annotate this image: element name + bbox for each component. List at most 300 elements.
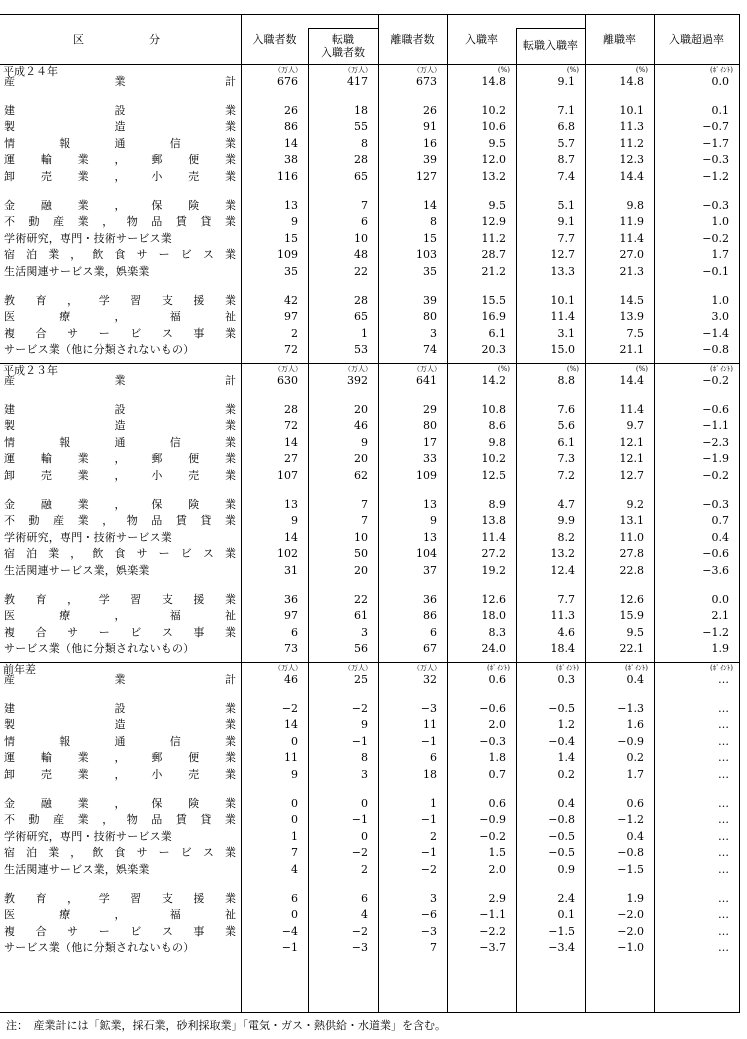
data-cell: 12.0 <box>481 153 506 167</box>
data-cell: 5.1 <box>557 198 575 212</box>
row-label-char: 業 <box>224 547 236 561</box>
data-cell: 10 <box>354 231 368 245</box>
unit-label: （万人） <box>344 664 372 672</box>
data-cell: … <box>718 751 729 765</box>
row-label-char: 祉 <box>225 609 236 623</box>
data-cell: 15.9 <box>619 609 644 623</box>
row-label-char: ス <box>161 326 173 340</box>
row-label-char: 業 <box>224 170 236 183</box>
row-label-char: サ <box>67 625 79 639</box>
data-cell: 39 <box>423 153 437 167</box>
row-label-char: 学 <box>98 293 110 307</box>
data-cell: 27.8 <box>619 547 644 561</box>
row-label-char: 造 <box>114 120 126 134</box>
data-cell: 12.4 <box>550 564 575 577</box>
row-label-char: 療 <box>59 310 71 324</box>
data-cell: 3 <box>430 891 437 905</box>
data-cell: −2.0 <box>617 908 644 922</box>
data-cell: 20.3 <box>481 343 506 357</box>
row-label-char: 業 <box>224 293 236 307</box>
data-cell: −3.7 <box>479 941 506 955</box>
data-cell: −0.5 <box>548 701 575 715</box>
row-label <box>4 152 236 167</box>
data-cell: −0.2 <box>702 469 729 482</box>
data-cell: −0.9 <box>617 734 644 748</box>
data-cell: 2.4 <box>557 891 575 905</box>
row-label-char: 習 <box>130 891 142 905</box>
unit-label: （万人） <box>344 365 372 373</box>
data-cell: 4 <box>361 908 368 922</box>
row-label: サービス業（他に分類されないもの） <box>4 642 195 656</box>
row-label-char: 報 <box>59 734 71 748</box>
data-cell: 9.2 <box>626 497 644 511</box>
row-label-char: ー <box>158 547 170 561</box>
data-cell: 9.1 <box>557 215 575 229</box>
row-label-char: 建 <box>4 701 15 715</box>
row-label-char: 業 <box>114 673 126 686</box>
row-label-char: 品 <box>151 813 163 827</box>
row-label-char: ， <box>67 293 79 307</box>
data-cell: 0 <box>291 796 298 810</box>
unit-label: （万人） <box>274 664 302 672</box>
row-label-char: 郵 <box>151 153 163 167</box>
row-label-char: 動 <box>28 514 40 528</box>
row-label-char: 物 <box>126 514 138 528</box>
data-cell: 10.1 <box>550 293 575 307</box>
data-cell: 9 <box>361 718 368 732</box>
row-label <box>4 891 236 906</box>
data-cell: … <box>718 796 729 810</box>
data-cell: 13.2 <box>550 547 575 561</box>
row-label-char: 宿 <box>4 846 15 860</box>
data-cell: −0.5 <box>548 829 575 843</box>
row-label-char: ス <box>161 625 173 639</box>
row-label-char: 飲 <box>92 547 104 561</box>
data-cell: 17 <box>423 435 437 449</box>
data-cell: 1 <box>361 326 368 340</box>
data-cell: 0.6 <box>626 796 644 810</box>
row-label-char: 業 <box>225 435 236 449</box>
data-cell: −0.6 <box>479 701 506 715</box>
row-label-char: 売 <box>40 170 52 183</box>
data-cell: 42 <box>284 293 298 307</box>
data-cell: 0 <box>291 908 298 922</box>
row-label-char: 不 <box>4 514 15 528</box>
row-label-char: 業 <box>225 419 236 433</box>
data-cell: 7.2 <box>557 469 575 482</box>
row-label-char: 業 <box>224 497 236 511</box>
row-label-char: ， <box>67 891 79 905</box>
row-label-char: 業 <box>225 120 236 134</box>
row-label <box>4 717 236 732</box>
data-cell: 0.2 <box>626 751 644 765</box>
row-label-char: 売 <box>188 170 200 183</box>
data-cell: 8.3 <box>488 625 506 639</box>
data-cell: 2 <box>430 829 437 843</box>
data-cell: −0.3 <box>479 734 506 748</box>
row-label <box>4 907 236 922</box>
data-cell: 14.8 <box>481 75 506 88</box>
data-cell: 7.5 <box>626 326 644 340</box>
row-label <box>4 513 236 528</box>
data-cell: 392 <box>347 374 368 387</box>
table-top-border <box>0 14 739 15</box>
data-cell: 11.4 <box>619 402 644 416</box>
row-label-char: 業 <box>77 751 89 765</box>
row-label-char: 宿 <box>4 547 15 561</box>
data-cell: 22 <box>354 592 368 606</box>
data-cell: 20 <box>354 564 368 577</box>
row-label-char: 動 <box>28 215 40 229</box>
data-cell: 9 <box>291 215 298 229</box>
row-label-char: 食 <box>114 248 126 262</box>
row-label-char: サ <box>136 846 148 860</box>
row-label-char: 業 <box>224 796 236 810</box>
row-label-char: 業 <box>224 153 236 167</box>
row-label <box>4 293 236 308</box>
data-cell: 13 <box>423 497 437 511</box>
data-cell: −1.2 <box>702 170 729 183</box>
data-cell: 8.8 <box>557 374 575 387</box>
data-cell: 28 <box>354 293 368 307</box>
data-cell: 104 <box>416 547 437 561</box>
row-label-char: ， <box>114 310 126 324</box>
row-label-char: 設 <box>114 402 126 416</box>
data-cell: 6 <box>361 891 368 905</box>
row-label-char: 業 <box>48 846 60 860</box>
data-cell: 65 <box>354 170 368 183</box>
row-label-char: ， <box>70 547 82 561</box>
data-cell: 1.0 <box>711 215 729 229</box>
data-cell: 11.3 <box>550 609 575 623</box>
data-cell: 8 <box>430 215 437 229</box>
data-cell: 12.7 <box>619 469 644 482</box>
row-label-char: 郵 <box>151 452 163 466</box>
row-label-char: 業 <box>224 625 236 639</box>
data-cell: 673 <box>416 75 437 88</box>
row-label-char: 産 <box>53 215 65 229</box>
data-cell: 36 <box>284 592 298 606</box>
data-cell: 4 <box>291 863 298 876</box>
data-cell: 0.1 <box>557 908 575 922</box>
data-cell: 12.6 <box>619 592 644 606</box>
data-cell: 11 <box>284 751 298 765</box>
data-cell: 10.2 <box>481 103 506 117</box>
row-label-char: 計 <box>225 75 236 88</box>
data-cell: −0.6 <box>702 402 729 416</box>
data-cell: 37 <box>423 564 437 577</box>
data-cell: 9 <box>291 514 298 528</box>
row-label-char: 業 <box>77 796 89 810</box>
row-label-char: ス <box>202 547 214 561</box>
data-cell: 1.7 <box>626 768 644 781</box>
row-label: 生活関連サービス業，娯楽業 <box>4 863 150 876</box>
data-cell: 62 <box>354 469 368 482</box>
data-cell: −1.2 <box>702 625 729 639</box>
data-cell: 7.1 <box>557 103 575 117</box>
data-cell: 4.7 <box>557 497 575 511</box>
row-label <box>4 924 236 939</box>
data-cell: 0.6 <box>488 673 506 686</box>
data-cell: 14.5 <box>619 293 644 307</box>
data-cell: −1.5 <box>617 863 644 876</box>
data-cell: 12.5 <box>481 469 506 482</box>
row-label-char: 業 <box>77 497 89 511</box>
row-label-char: 産 <box>4 673 15 686</box>
row-label-char: サ <box>67 326 79 340</box>
row-label-char: ー <box>98 924 110 938</box>
row-label-char: 融 <box>40 198 52 212</box>
row-label-char: 学 <box>98 592 110 606</box>
header-col: 転職 入職者数 <box>321 33 365 59</box>
statistics-table <box>0 14 739 1013</box>
data-cell: 20 <box>354 452 368 466</box>
row-label-char: ， <box>114 751 126 765</box>
data-cell: 7 <box>430 941 437 955</box>
data-cell: −3.4 <box>548 941 575 955</box>
row-label-char: 小 <box>151 768 163 781</box>
row-label-char: ， <box>114 497 126 511</box>
data-cell: 12.3 <box>619 153 644 167</box>
row-label-char: 泊 <box>26 846 38 860</box>
data-cell: 10.1 <box>619 103 644 117</box>
row-label-char: 金 <box>4 198 15 212</box>
data-cell: 18.0 <box>481 609 506 623</box>
row-label-char: 情 <box>4 435 15 449</box>
unit-label: (ﾎﾟｲﾝﾄ) <box>710 365 733 373</box>
row-label-char: 製 <box>4 718 15 732</box>
row-label-char: ス <box>161 924 173 938</box>
row-label-char: 食 <box>114 846 126 860</box>
row-label-char: 福 <box>169 310 181 324</box>
data-cell: 24.0 <box>481 642 506 656</box>
row-label-char: 卸 <box>4 170 15 183</box>
row-label-char: 医 <box>4 609 15 623</box>
section-title: 平成２４年 <box>3 65 58 78</box>
data-cell: … <box>718 891 729 905</box>
data-cell: 13.3 <box>550 265 575 278</box>
row-label: サービス業（他に分類されないもの） <box>4 343 195 357</box>
data-cell: … <box>718 813 729 827</box>
row-label-char: ， <box>114 469 126 482</box>
header-category: 区 分 <box>73 33 168 46</box>
data-cell: 16 <box>423 136 437 150</box>
row-label-char: 教 <box>4 891 15 905</box>
data-cell: 1 <box>430 796 437 810</box>
unit-label: （万人） <box>413 664 441 672</box>
data-cell: 13.1 <box>619 514 644 528</box>
row-label-char: 宿 <box>4 248 15 262</box>
row-label-char: 貸 <box>200 514 212 528</box>
row-label-char: ー <box>98 625 110 639</box>
data-cell: 33 <box>423 452 437 466</box>
row-label <box>4 247 236 262</box>
row-label <box>4 608 236 623</box>
row-label-char: 合 <box>35 326 47 340</box>
row-label-char: 食 <box>114 547 126 561</box>
data-cell: … <box>718 863 729 876</box>
data-cell: 35 <box>423 265 437 278</box>
row-label-char: 売 <box>40 768 52 781</box>
data-cell: 3 <box>361 625 368 639</box>
data-cell: −0.4 <box>548 734 575 748</box>
data-cell: −0.9 <box>479 813 506 827</box>
row-label-char: 賃 <box>175 215 187 229</box>
row-label <box>4 845 236 860</box>
data-cell: 7 <box>361 514 368 528</box>
data-cell: 11 <box>423 718 437 732</box>
row-label-char: 不 <box>4 215 15 229</box>
row-label-char: 売 <box>40 469 52 482</box>
data-cell: −2.3 <box>702 435 729 449</box>
data-cell: 28 <box>354 153 368 167</box>
row-label-char: 卸 <box>4 768 15 781</box>
row-label <box>4 214 236 229</box>
row-label-char: ， <box>114 452 126 466</box>
row-label-char: 業 <box>77 768 89 781</box>
data-cell: 15.0 <box>550 343 575 357</box>
data-cell: 8 <box>361 136 368 150</box>
row-label-char: 産 <box>4 374 15 387</box>
row-label-char: 産 <box>4 75 15 88</box>
row-label-char: 金 <box>4 497 15 511</box>
data-cell: 14 <box>284 718 298 732</box>
data-cell: −2.0 <box>617 924 644 938</box>
data-cell: 7 <box>361 497 368 511</box>
unit-label: (%) <box>497 365 510 373</box>
data-cell: 61 <box>354 609 368 623</box>
row-label-char: 業 <box>77 452 89 466</box>
data-cell: 109 <box>277 248 298 262</box>
data-cell: 28.7 <box>481 248 506 262</box>
row-label-char: ， <box>102 813 114 827</box>
row-label-char: 福 <box>169 609 181 623</box>
data-cell: 6 <box>430 751 437 765</box>
row-label-char: 泊 <box>26 547 38 561</box>
data-cell: … <box>718 846 729 860</box>
row-label-char: 賃 <box>175 813 187 827</box>
data-cell: 1.5 <box>488 846 506 860</box>
row-label-char: 物 <box>126 215 138 229</box>
data-cell: 9.8 <box>488 435 506 449</box>
row-label-char: ， <box>114 198 126 212</box>
data-cell: 27.2 <box>481 547 506 561</box>
row-label-char: 事 <box>193 326 205 340</box>
data-cell: −1.0 <box>617 941 644 955</box>
data-cell: 22.1 <box>619 642 644 656</box>
row-label-char: 医 <box>4 310 15 324</box>
row-label-char: 卸 <box>4 469 15 482</box>
data-cell: 14 <box>284 435 298 449</box>
row-label-char: 事 <box>193 625 205 639</box>
data-cell: 0.4 <box>557 796 575 810</box>
row-label <box>4 701 236 716</box>
row-label <box>4 796 236 811</box>
row-label-char: 運 <box>4 751 15 765</box>
data-cell: … <box>718 673 729 686</box>
row-label-char: 育 <box>35 293 47 307</box>
row-label-char: 製 <box>4 120 15 134</box>
data-cell: 80 <box>423 419 437 433</box>
data-cell: … <box>718 718 729 732</box>
data-cell: −1.4 <box>702 326 729 340</box>
row-label-char: 業 <box>224 592 236 606</box>
data-cell: 13 <box>284 497 298 511</box>
row-label <box>4 546 236 561</box>
data-cell: 3.1 <box>557 326 575 340</box>
row-label-char: サ <box>136 248 148 262</box>
row-label-char: 輸 <box>40 452 52 466</box>
data-cell: 11.2 <box>619 136 644 150</box>
row-label-char: 業 <box>224 751 236 765</box>
data-cell: 9.5 <box>626 625 644 639</box>
data-cell: 102 <box>277 547 298 561</box>
data-cell: … <box>718 924 729 938</box>
row-label-char: 物 <box>126 813 138 827</box>
data-cell: 15.5 <box>481 293 506 307</box>
row-label-char: 情 <box>4 734 15 748</box>
row-label-char: 業 <box>225 136 236 150</box>
data-cell: 18 <box>354 103 368 117</box>
row-label-char: 療 <box>59 908 71 922</box>
data-cell: 14.8 <box>619 75 644 88</box>
row-label-char: 業 <box>225 402 236 416</box>
data-cell: 0 <box>361 796 368 810</box>
data-cell: 12.7 <box>550 248 575 262</box>
row-label-char: 造 <box>114 419 126 433</box>
data-cell: 27.0 <box>619 248 644 262</box>
row-label <box>4 74 236 89</box>
data-cell: −2 <box>351 924 368 938</box>
data-cell: 14 <box>423 198 437 212</box>
data-cell: 10.8 <box>481 402 506 416</box>
col-divider <box>739 14 740 1013</box>
data-cell: 9.8 <box>626 198 644 212</box>
row-label-char: 業 <box>224 813 236 827</box>
row-label-char: ス <box>202 248 214 262</box>
data-cell: 7 <box>361 198 368 212</box>
data-cell: 21.3 <box>619 265 644 278</box>
row-label: 学術研究，専門・技術サービス業 <box>4 829 172 843</box>
data-cell: 6 <box>430 625 437 639</box>
data-cell: 21.1 <box>619 343 644 357</box>
row-label-char: ， <box>114 908 126 922</box>
unit-label: （万人） <box>344 66 372 74</box>
data-cell: 12.1 <box>619 435 644 449</box>
row-label-char: 保 <box>151 796 163 810</box>
row-label-char: 情 <box>4 136 15 150</box>
row-label-char: 学 <box>98 891 110 905</box>
data-cell: 11.2 <box>481 231 506 245</box>
data-cell: 13 <box>423 530 437 544</box>
row-label-char: 教 <box>4 293 15 307</box>
table-bottom-border <box>0 1012 739 1013</box>
data-cell: 86 <box>423 609 437 623</box>
data-cell: 417 <box>347 75 368 88</box>
row-label <box>4 418 236 433</box>
data-cell: 1.9 <box>626 891 644 905</box>
row-label-char: 通 <box>114 734 126 748</box>
data-cell: 676 <box>277 75 298 88</box>
row-label-char: 業 <box>224 452 236 466</box>
row-label-char: サ <box>67 924 79 938</box>
data-cell: −1 <box>351 813 368 827</box>
data-cell: 50 <box>354 547 368 561</box>
data-cell: −1.9 <box>702 452 729 466</box>
row-label <box>4 435 236 450</box>
unit-label: (%) <box>635 66 648 74</box>
row-label-char: ビ <box>130 625 142 639</box>
